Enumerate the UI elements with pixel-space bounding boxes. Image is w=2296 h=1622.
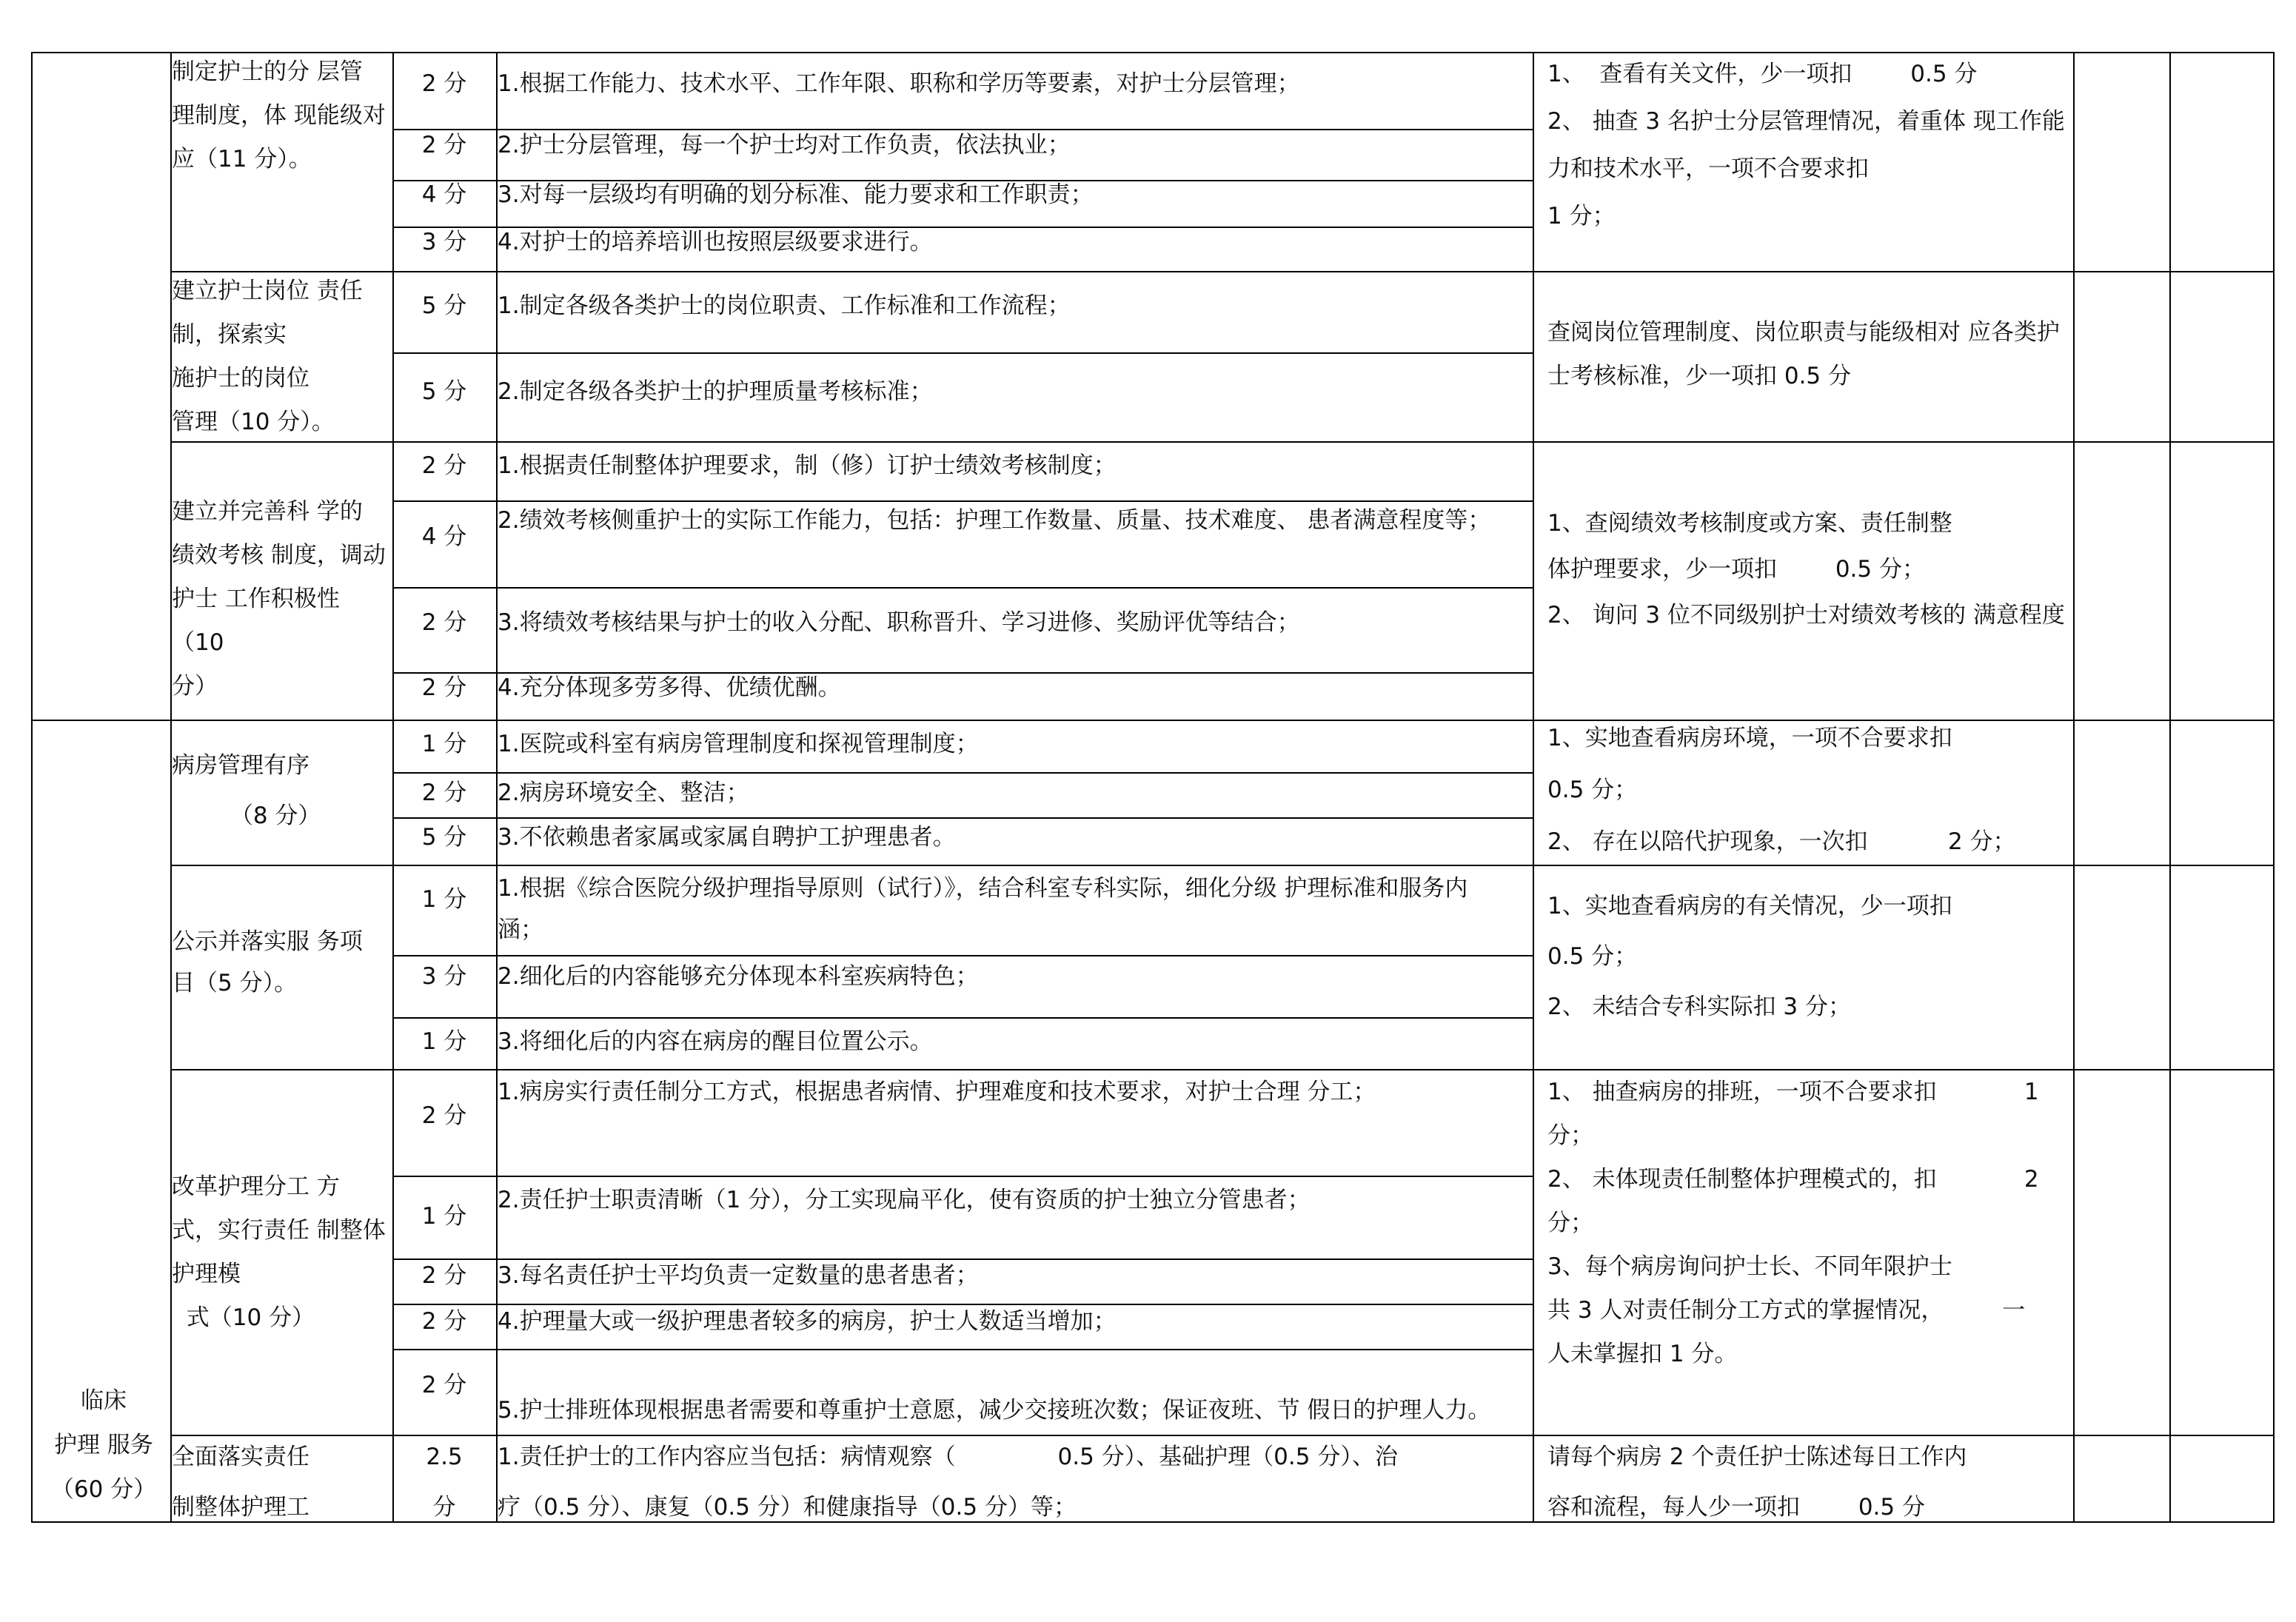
row-divider — [392, 1176, 1533, 1177]
score-value: 2 分 — [421, 70, 467, 97]
criteria-text: 2.护士分层管理，每一个护士均对工作负责，依法执业； — [498, 132, 1071, 158]
column-divider — [1533, 52, 1534, 1523]
criteria-text: 2.病房环境安全、整洁； — [498, 780, 749, 806]
row-divider — [392, 587, 1533, 589]
score-value: 3 分 — [421, 963, 467, 990]
score-value: 2 分 — [421, 132, 467, 158]
criteria-text: 5.护士排班体现根据患者需要和尊重护士意愿，减少交接班次数；保证夜班、节 假日的护理人力。 — [498, 1397, 1491, 1424]
score-value: 5 分 — [421, 824, 467, 851]
score-value: 2 分 — [421, 1308, 467, 1335]
column-divider — [2273, 52, 2275, 1523]
score-value: 5 分 — [421, 378, 467, 405]
criteria-text: 1.根据《综合医院分级护理指导原则（试行）》，结合科室专科实际，细化分级 护理标准和服务内 涵； — [498, 875, 1468, 943]
item-label: 改革护理分工 方 式，实行责任 制整体 护理模 式（10 分） — [172, 1173, 386, 1331]
criteria-text: 1.根据责任制整体护理要求，制（修）订护士绩效考核制度； — [498, 452, 1117, 479]
criteria-text: 3.不依赖患者家属或家属自聘护工护理患者。 — [498, 824, 956, 851]
criteria-text: 1.医院或科室有病房管理制度和探视管理制度； — [498, 731, 979, 757]
row-divider — [392, 1017, 1533, 1019]
method-text: 1、 抽查病房的排班，一项不合要求扣 1 分； 2、 未体现责任制整体护理模式的，扣 2 分； 3、每个病房询问护士长、不同年限护士 共 3 人对责任制分工方式的掌握情况， 一 人未掌握扣 1 分。 — [1547, 1079, 2039, 1367]
score-value: 2 分 — [421, 1372, 467, 1398]
score-value: 4 分 — [421, 523, 467, 550]
criteria-text: 3.对每一层级均有明确的划分标准、能力要求和工作职责； — [498, 181, 1094, 208]
criteria-text: 4.对护士的培养培训也按照层级要求进行。 — [498, 229, 933, 255]
column-divider — [2169, 52, 2171, 1523]
method-text: 请每个病房 2 个责任护士陈述每日工作内 容和流程，每人少一项扣 0.5 分 — [1547, 1444, 1967, 1521]
score-value: 1 分 — [421, 1203, 467, 1230]
criteria-text: 1.根据工作能力、技术水平、工作年限、职称和学历等要素，对护士分层管理； — [498, 70, 1300, 97]
method-text: 1、 查看有关文件，少一项扣 0.5 分 2、 抽查 3 名护士分层管理情况，着重体 现工作能 力和技术水平，一项不合要求扣 1 分； — [1547, 61, 2065, 229]
category-label: 临床 护理 服务 （60 分） — [50, 1387, 157, 1503]
method-text: 1、实地查看病房的有关情况，少一项扣 0.5 分； 2、 未结合专科实际扣 3 分； — [1547, 893, 1952, 1020]
item-label: 全面落实责任 制整体护理工 — [172, 1444, 309, 1521]
method-text: 查阅岗位管理制度、岗位职责与能级相对 应各类护 士考核标准，少一项扣 0.5 分 — [1547, 319, 2060, 389]
score-value: 2.5 分 — [426, 1444, 463, 1521]
method-text: 1、实地查看病房环境，一项不合要求扣 0.5 分； 2、 存在以陪代护现象，一次扣 2 分； — [1547, 725, 2016, 855]
criteria-text: 4.护理量大或一级护理患者较多的病房，护士人数适当增加； — [498, 1308, 1117, 1335]
table-border — [170, 271, 2275, 272]
column-divider — [2073, 52, 2075, 1523]
score-value: 2 分 — [421, 1102, 467, 1129]
criteria-text: 3.将绩效考核结果与护士的收入分配、职称晋升、学习进修、奖励评优等结合； — [498, 609, 1300, 636]
score-value: 2 分 — [421, 674, 467, 701]
criteria-text: 1.制定各级各类护士的岗位职责、工作标准和工作流程； — [498, 292, 1071, 319]
criteria-text: 1.病房实行责任制分工方式，根据患者病情、护理难度和技术要求，对护士合理 分工； — [498, 1079, 1376, 1105]
score-value: 2 分 — [421, 452, 467, 479]
criteria-text: 2.制定各级各类护士的护理质量考核标准； — [498, 378, 933, 405]
score-value: 5 分 — [421, 292, 467, 319]
score-value: 3 分 — [421, 229, 467, 255]
item-label: 公示并落实服 务项 目（5 分）。 — [172, 928, 363, 996]
row-divider — [392, 352, 1533, 354]
score-value: 2 分 — [421, 1262, 467, 1289]
score-value: 1 分 — [421, 886, 467, 913]
criteria-text: 2.绩效考核侧重护士的实际工作能力，包括：护理工作数量、质量、技术难度、 患者满意程度等； — [498, 507, 1491, 534]
row-divider — [392, 1349, 1533, 1350]
score-value: 4 分 — [421, 181, 467, 208]
criteria-text: 4.充分体现多劳多得、优绩优酬。 — [498, 674, 841, 701]
criteria-text: 3.将细化后的内容在病房的醒目位置公示。 — [498, 1028, 933, 1055]
item-label: 建立护士岗位 责任 制，探索实 施护士的岗位 管理（10 分）。 — [172, 278, 363, 435]
item-label: 制定护士的分 层管 理制度，体 现能级对 应（11 分）。 — [172, 58, 386, 172]
item-label: 病房管理有序 （8 分） — [172, 752, 321, 829]
score-value: 2 分 — [421, 609, 467, 636]
column-divider — [31, 52, 33, 1523]
criteria-text: 2.细化后的内容能够充分体现本科室疾病特色； — [498, 963, 979, 990]
score-value: 1 分 — [421, 1028, 467, 1055]
criteria-text: 2.责任护士职责清晰（1 分），分工实现扁平化，使有资质的护士独立分管患者； — [498, 1187, 1311, 1213]
item-label: 建立并完善科 学的 绩效考核 制度，调动 护士 工作积极性（10 分） — [172, 498, 386, 700]
method-text: 1、查阅绩效考核制度或方案、责任制整 体护理要求，少一项扣 0.5 分； 2、 询问 3 位不同级别护士对绩效考核的 满意程度 — [1547, 510, 2065, 629]
score-value: 2 分 — [421, 780, 467, 806]
score-value: 1 分 — [421, 731, 467, 757]
table-border — [170, 441, 2275, 443]
criteria-text: 1.责任护士的工作内容应当包括：病情观察（ 0.5 分）、基础护理（0.5 分）、治 疗（0.5 分）、康复（0.5 分）和健康指导（0.5 分）等； — [498, 1444, 1398, 1521]
criteria-text: 3.每名责任护士平均负责一定数量的患者患者； — [498, 1262, 979, 1289]
